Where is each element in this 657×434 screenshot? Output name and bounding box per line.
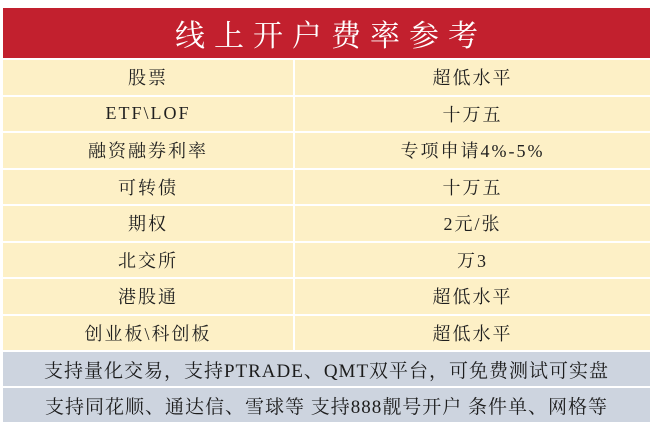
row-value: 十万五 — [295, 170, 650, 205]
row-label: 可转债 — [3, 170, 293, 205]
row-label: 股票 — [3, 60, 293, 95]
row-label: ETF\LOF — [3, 97, 293, 132]
row-value: 超低水平 — [295, 60, 650, 95]
table-title: 线上开户费率参考 — [3, 8, 650, 58]
row-value: 2元/张 — [295, 206, 650, 241]
row-label: 融资融券利率 — [3, 133, 293, 168]
row-value: 十万五 — [295, 97, 650, 132]
row-label: 北交所 — [3, 243, 293, 278]
row-label: 期权 — [3, 206, 293, 241]
row-value: 超低水平 — [295, 316, 650, 351]
table-body — [3, 60, 650, 350]
row-value: 超低水平 — [295, 279, 650, 314]
row-value: 万3 — [295, 243, 650, 278]
fee-table — [3, 8, 650, 422]
footer-note: 支持同花顺、通达信、雪球等 支持888靓号开户 条件单、网格等 — [3, 388, 650, 422]
row-label: 港股通 — [3, 279, 293, 314]
row-label: 创业板\科创板 — [3, 316, 293, 351]
row-value: 专项申请4%-5% — [295, 133, 650, 168]
footer-note: 支持量化交易，支持PTRADE、QMT双平台，可免费测试可实盘 — [3, 352, 650, 386]
